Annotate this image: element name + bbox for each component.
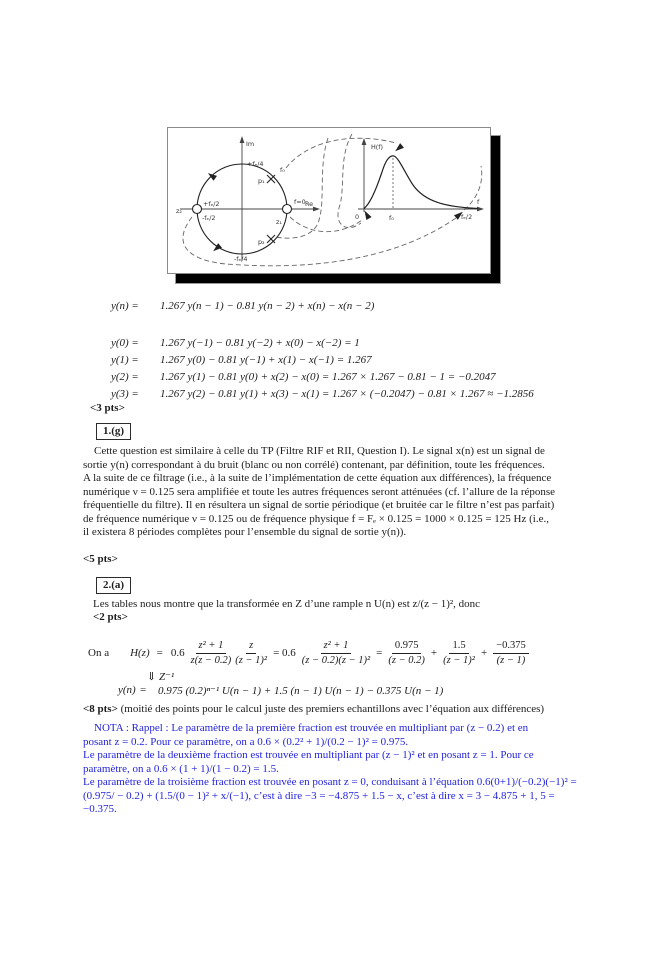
im-axis-arrow	[240, 136, 245, 143]
fe2-bottom-label: -fₑ/2	[202, 214, 216, 222]
sample-equation-row	[0, 337, 660, 351]
pole-p1-marker	[267, 175, 275, 183]
eq-sign: =	[132, 388, 139, 400]
hz-lhs: H(z)	[130, 647, 150, 659]
eq-rhs: 1.267 y(0) − 0.81 y(−1) + x(1) − x(−1) = 1.267	[160, 354, 372, 366]
eq-rhs: 1.267 y(1) − 0.81 y(0) + x(2) − x(0) = 1.267 × 1.267 − 0.81 − 1 = −0.2047	[160, 371, 496, 383]
sample-equation-row	[0, 371, 660, 385]
yn-solution-rhs: 0.975 (0.2)ⁿ⁻¹ U(n − 1) + 1.5 (n − 1) U(n − 1) − 0.375 U(n − 1)	[158, 685, 444, 697]
hf-x-axis-arrow	[477, 207, 484, 212]
correspondence-dashed-curves	[183, 134, 482, 266]
hf-xmax-label: fₑ/2	[461, 213, 473, 221]
section-box-2a: 2.(a)	[96, 577, 131, 594]
zero-z2-marker	[193, 205, 202, 214]
text-line: Cette question est similaire à celle du TP (Filtre RIF et RII, Question I). Le signal x(n) est un signal de	[94, 445, 545, 457]
nota-paragraph	[83, 722, 581, 817]
nota-line: NOTA : Rappel : Le paramètre de la première fraction est trouvée en multipliant par (z − 0.2) et en	[94, 722, 529, 734]
hz-partial-fraction-equation	[84, 636, 531, 670]
text-line: A la suite de ce filtrage (i.e., à la suite de l’implémentation de cette équation aux différences), la fréquence	[83, 472, 552, 484]
hf-y-axis-arrow	[362, 138, 367, 145]
eq-rhs: 1.267 y(−1) − 0.81 y(−2) + x(0) − x(−2) = 1	[160, 337, 360, 349]
sample-equation-row	[0, 388, 660, 402]
eq-lhs: y(n)	[111, 300, 129, 312]
re-axis-arrow	[313, 207, 320, 212]
equals-coefficient: = 0.6	[273, 647, 296, 659]
dashed-curve-arrowheads	[362, 143, 465, 220]
circle-arrow-bottom	[211, 243, 222, 253]
points-8-line	[83, 703, 544, 715]
text-line: de fréquence numérique ν = 0.125 ou de fréquence physique f = Fₑ × 0.125 = 1000 × 0.125 = 125 Hz (i.e.,	[83, 512, 549, 525]
equals-sign: =	[376, 647, 383, 659]
inverse-z-transform-label: ⇓ Z⁻¹	[147, 671, 175, 683]
text-line: numérique ν = 0.125 sera amplifiée et toute les autres fréquences seront atténuées (cf. l’allure de la réponse	[83, 485, 556, 498]
im-axis-label: Im	[246, 140, 255, 148]
plus-sign: +	[480, 647, 488, 659]
re-axis-label: Re	[305, 200, 314, 208]
fe4-bottom-label: -fₑ/4	[234, 255, 248, 263]
fe4-top-label: +fₑ/4	[247, 160, 264, 168]
tables-intro-line: Les tables nous montre que la transformée en Z d’une rample n U(n) est z/(z − 1)², donc	[93, 598, 481, 610]
text-line: il existera 8 périodes complètes pour l’ensemble du signal de sortie y(n)).	[83, 526, 407, 538]
nota-line: (0.975/ − 0.2) + (1.5/(0 − 1)² + x/(−1), c’est à dire −3 = −4.875 + 1.5 − x, c’est à dire x = 3 − 4.875 + 1, 5 =	[83, 789, 555, 802]
points-8-note: (moitié des points pour le calcul juste des premiers echantillons avec l’équation aux différences)	[120, 703, 545, 715]
fraction-5: $\frac{1.5}{\text{(z − 1)²}}$	[443, 639, 475, 666]
eq-rhs: 1.267 y(n − 1) − 0.81 y(n − 2) + x(n) − x(n − 2)	[160, 300, 375, 312]
points-5: <5 pts>	[83, 553, 118, 565]
hf-origin-label: 0	[355, 213, 360, 221]
eq-lhs: y(1)	[111, 354, 129, 366]
eq-rhs: 1.267 y(2) − 0.81 y(1) + x(3) − x(1) = 1.267 × (−0.2047) − 0.81 × 1.267 ≈ −1.2856	[160, 388, 534, 400]
zero1-label: z₁	[276, 218, 282, 226]
zero-z1-marker	[283, 205, 292, 214]
hf-xlabel: f	[477, 198, 480, 206]
fraction-3: $\frac{\text{z² + 1}}{\text{(z − 0.2)(z − 1)²}}$	[301, 639, 371, 666]
text-line: fréquentielle du filtre). Il en résultera un signal de sortie périodique (et bruitée car le filtre n’est pas parfait)	[83, 499, 555, 511]
nota-line: posant z = 0.2. Pour ce paramètre, on a 0.6 × (0.2² + 1)/(0.2 − 1)² = 0.975.	[83, 735, 409, 748]
fraction-4: $\frac{0.975}{(z - 0.2)}$	[388, 639, 425, 666]
eq-lhs: y(0)	[111, 337, 129, 349]
text-line: sortie y(n) correspondant à du bruit (blanc ou non corrélé) contenant, par définition, toute les fréquences.	[83, 458, 545, 471]
difference-equation-general	[0, 300, 660, 314]
eq-sign: =	[132, 337, 139, 349]
nota-line: −0.375.	[83, 803, 117, 815]
hf-ylabel: H(f)	[371, 143, 384, 151]
paragraph-1g	[83, 445, 581, 540]
on-a-label: On a	[88, 647, 110, 659]
pole-p2-marker	[267, 235, 275, 243]
points-3: <3 pts>	[90, 402, 125, 414]
points-8: <8 pts>	[83, 703, 118, 715]
eq-lhs: y(2)	[111, 371, 129, 383]
filter-figure	[167, 127, 491, 274]
sample-equation-row	[0, 354, 660, 368]
nota-line: Le paramètre de la troisième fraction est trouvée en posant z = 0, conduisant à l’équation 0.6(0+1)/(−0.2)(−1)² =	[83, 776, 577, 788]
plus-sign: +	[430, 647, 438, 659]
eq-sign: =	[132, 300, 139, 312]
figure-canvas	[168, 128, 490, 273]
pole1-label: p₁	[258, 177, 265, 185]
f0-circle-label: f₀	[280, 166, 285, 174]
eq-sign: =	[132, 354, 139, 366]
yn-solution-lhs: y(n)	[118, 684, 136, 696]
fraction-6: $\frac{-0.375}{(z - 1)}$	[493, 640, 529, 667]
yn-solution-eq: =	[140, 684, 147, 696]
hf-peak-label: f₀	[389, 214, 394, 222]
eq-lhs: y(3)	[111, 388, 129, 400]
equals-sign: =	[156, 647, 163, 659]
fe2-top-label: +fₑ/2	[203, 200, 220, 208]
fraction-2: $\frac{z}{\text{(z − 1)²}}$	[235, 639, 268, 666]
coefficient: 0.6	[170, 647, 185, 659]
section-box-1g: 1.(g)	[96, 423, 131, 440]
pole2-label: p₂	[258, 238, 265, 246]
points-2: <2 pts>	[93, 611, 128, 623]
fraction-1: $\frac{\text{z² + 1}}{z(z - 0.2)}$	[190, 639, 232, 666]
frequency-response-curve	[364, 156, 478, 209]
eq-sign: =	[132, 371, 139, 383]
nota-line: Le paramètre de la deuxième fraction est trouvée en multipliant par (z − 1)² et en posant z = 1. Pour ce	[83, 749, 534, 761]
zero2-label: z₂	[176, 207, 182, 215]
f-zero-label: f=0	[294, 198, 306, 206]
nota-line: paramètre, on a 0.6 × (1 + 1)/(1 − 0.2) = 1.5.	[83, 762, 279, 775]
